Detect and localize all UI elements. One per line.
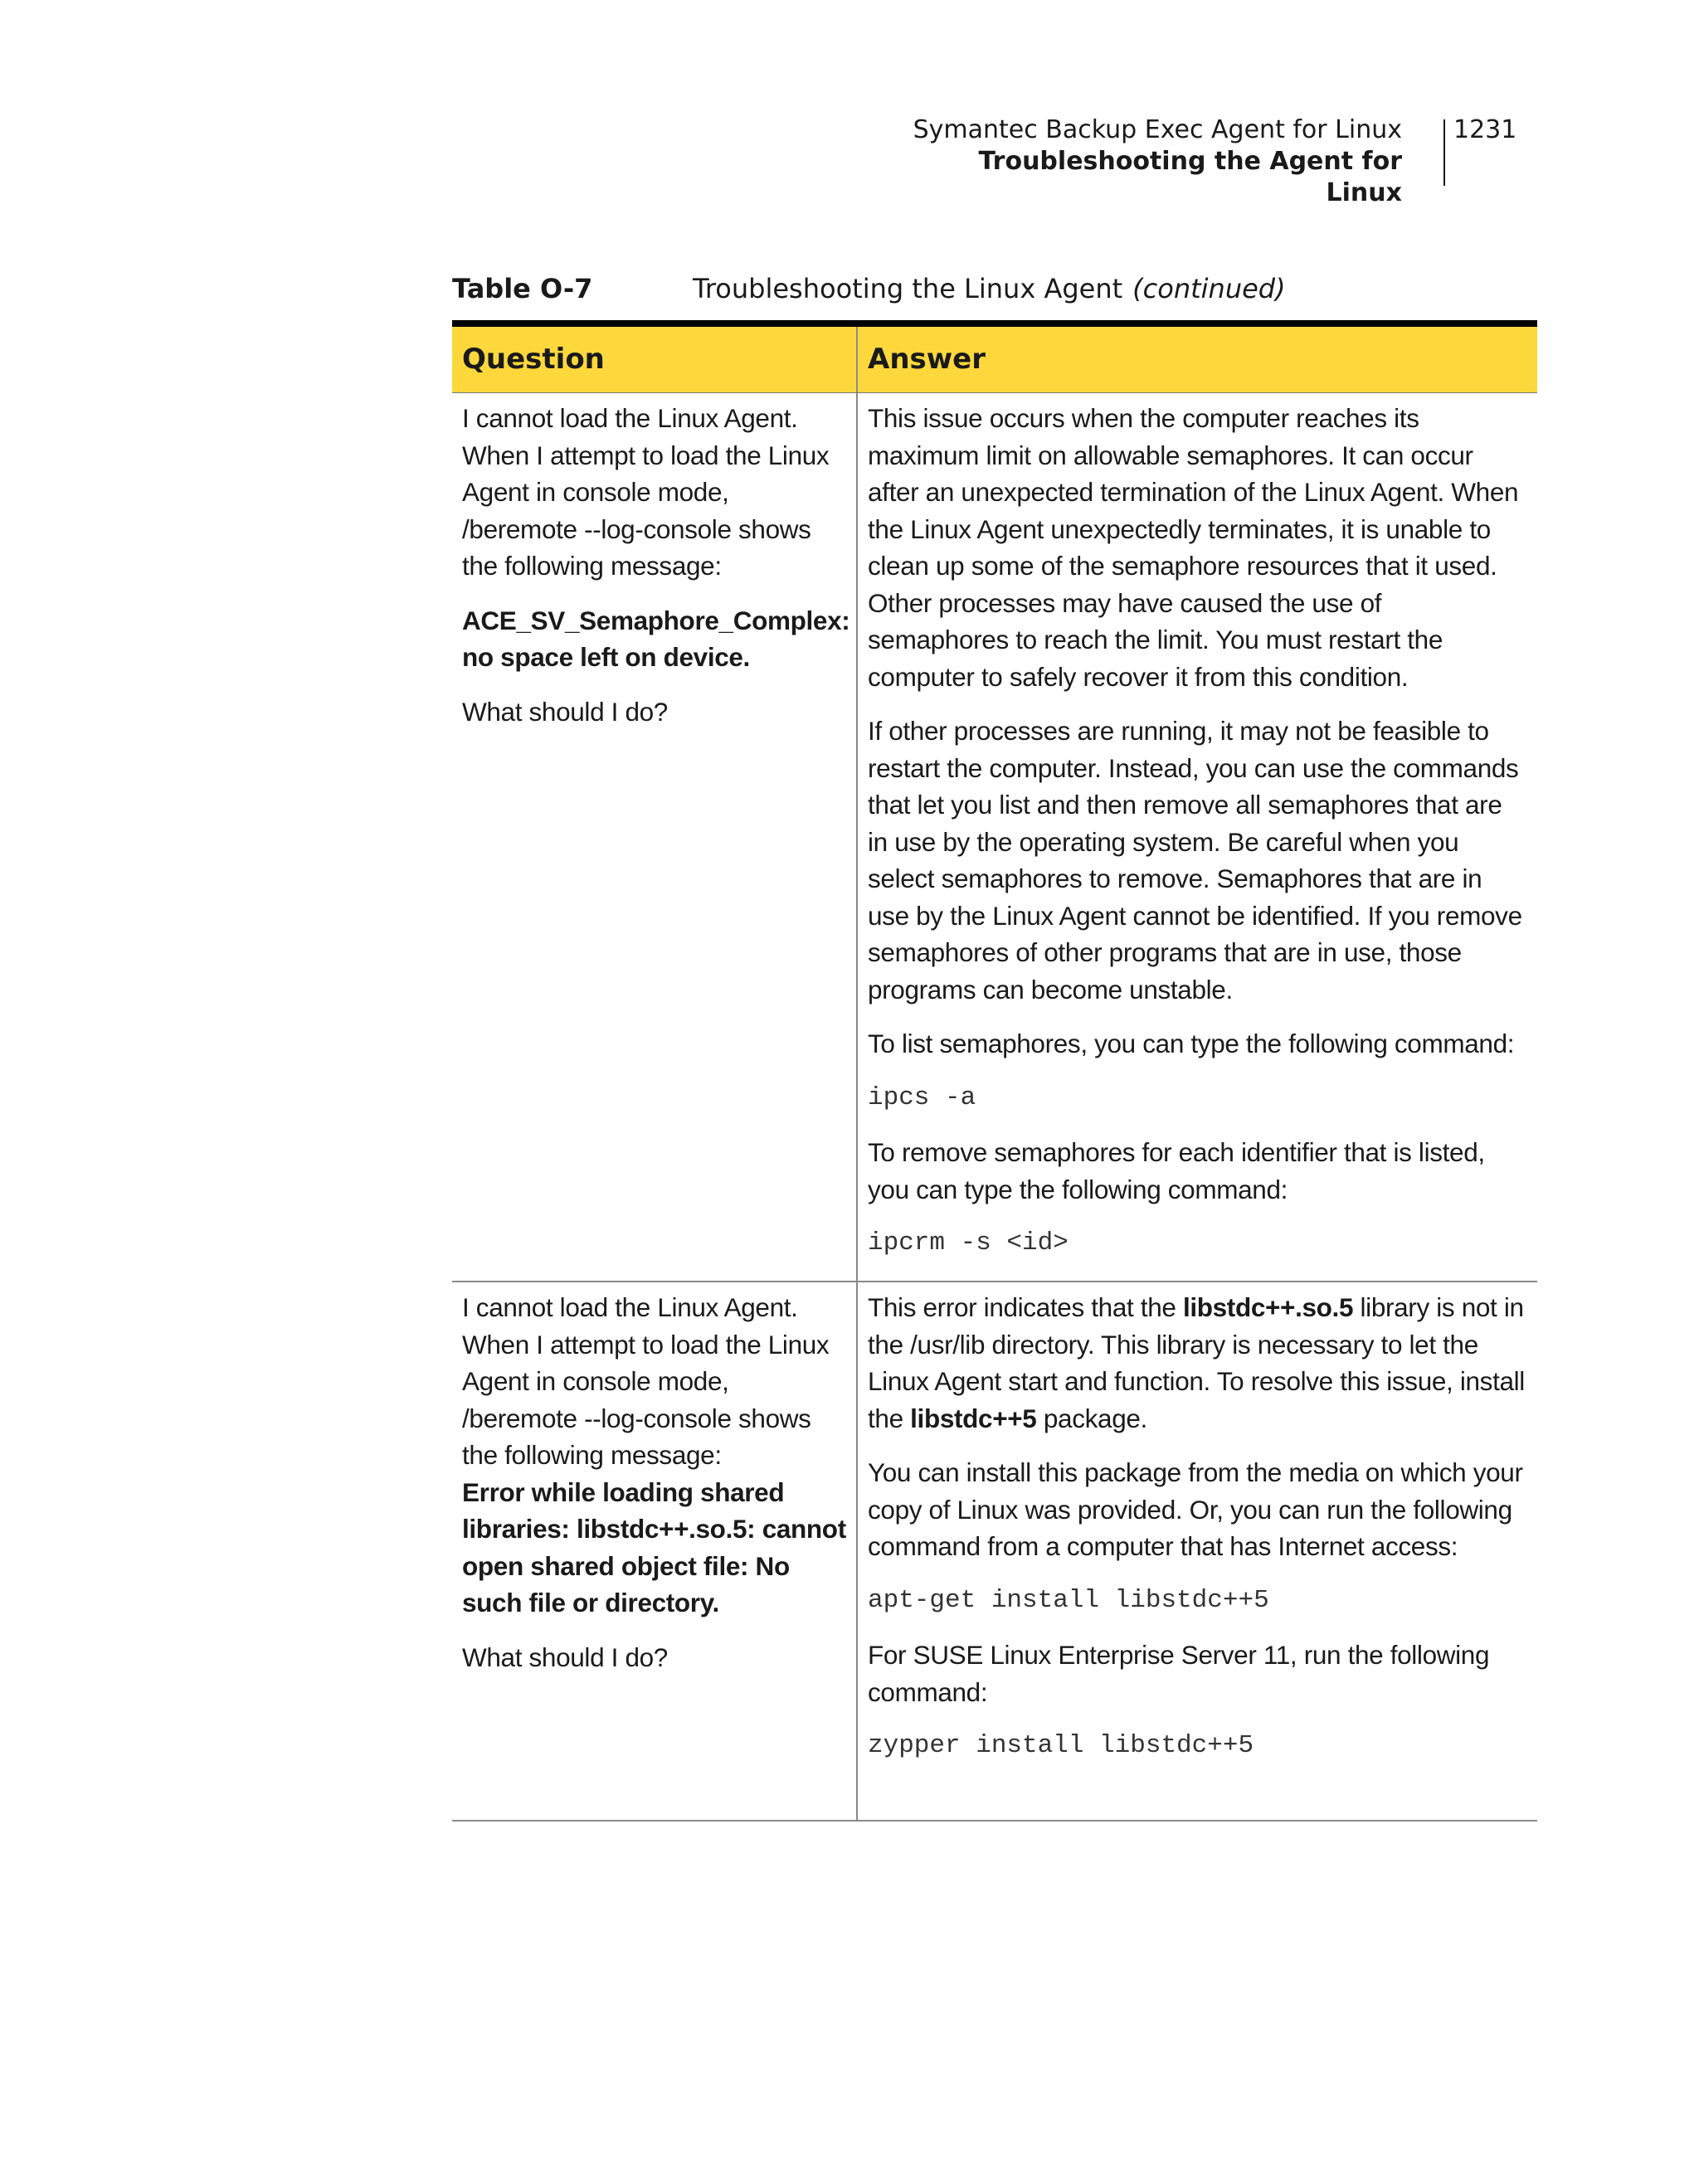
answer-paragraph: To list semaphores, you can type the following command:	[868, 1029, 1515, 1058]
question-cell	[452, 1282, 858, 1820]
table-title: Troubleshooting the Linux Agent	[693, 273, 1123, 304]
answer-text: This error indicates that the	[868, 1292, 1183, 1322]
question-prompt: What should I do?	[462, 696, 668, 727]
answer-paragraph: If other processes are running, it may not be feasible to restart the computer. Instead, you can use the commands that let you list and then remove all semaphores that are in use by the operating system. Be careful when you select semaphores to remove. Semaphores that are in use by the Linux Agent cannot be identified. If you remove semaphores of other programs that are in use, those programs can become unstable.	[868, 716, 1522, 1004]
answer-paragraph: For SUSE Linux Enterprise Server 11, run the following command:	[868, 1640, 1490, 1707]
table-title-wrap	[693, 270, 1286, 307]
answer-cell	[858, 393, 1537, 1281]
error-message: Error while loading shared libraries: libstdc++.so.5: cannot open shared object file: No such file or directory.	[462, 1476, 846, 1617]
answer-paragraph	[868, 1289, 1527, 1437]
answer-text: library is not in the /usr/lib directory. This library is necessary to let the Linux Agent start and function. To resolve this issue, install the	[868, 1292, 1525, 1433]
table-number: Table O-7	[452, 273, 593, 304]
question-prompt: What should I do?	[462, 1642, 668, 1672]
command-text: apt-get install libstdc++5	[868, 1585, 1269, 1615]
command-text: ipcrm -s <id>	[868, 1228, 1069, 1257]
question-text: I cannot load the Linux Agent. When I attempt to load the Linux Agent in console mode, /beremote --log-console shows the following message:	[462, 1292, 830, 1470]
running-header	[913, 114, 1526, 207]
table-row	[452, 393, 1537, 1282]
table-caption	[452, 270, 1537, 307]
header-divider	[1443, 119, 1445, 186]
question-text: I cannot load the Linux Agent. When I attempt to load the Linux Agent in console mode, /beremote --log-console shows the following message:	[462, 403, 830, 581]
column-header-answer: Answer	[868, 343, 986, 376]
answer-text: package.	[1036, 1403, 1147, 1433]
table-row	[452, 1282, 1537, 1822]
page-number: 1231	[1453, 115, 1517, 144]
running-header-text	[913, 114, 1402, 209]
answer-paragraph: To remove semaphores for each identifier that is listed, you can type the following command:	[868, 1137, 1485, 1204]
table-header-row	[452, 327, 1537, 393]
command-text: ipcs -a	[868, 1082, 976, 1112]
section-title: Troubleshooting the Agent for Linux	[978, 147, 1402, 207]
answer-paragraph: You can install this package from the media on which your copy of Linux was provided. Or, you can run the following command from a computer that has Internet access:	[868, 1457, 1523, 1561]
troubleshooting-table	[452, 320, 1537, 1822]
continued-label: (continued)	[1132, 273, 1286, 304]
package-name: libstdc++5	[910, 1403, 1037, 1433]
question-cell	[452, 393, 858, 1281]
book-title: Symantec Backup Exec Agent for Linux	[913, 115, 1402, 144]
library-name: libstdc++.so.5	[1182, 1292, 1354, 1322]
column-header-question: Question	[452, 327, 858, 392]
error-message: ACE_SV_Semaphore_Complex: no space left on device.	[462, 605, 850, 672]
answer-paragraph: This issue occurs when the computer reaches its maximum limit on allowable semaphores. It can occur after an unexpected termination of the Linux Agent. When the Linux Agent unexpectedly terminates, it is unable to clean up some of the semaphore resources that it used. Other processes may have caused the use of semaphores to reach the limit. You must restart the computer to safely recover it from this condition.	[868, 403, 1519, 692]
command-text: zypper install libstdc++5	[868, 1731, 1254, 1760]
answer-cell	[858, 1282, 1537, 1820]
